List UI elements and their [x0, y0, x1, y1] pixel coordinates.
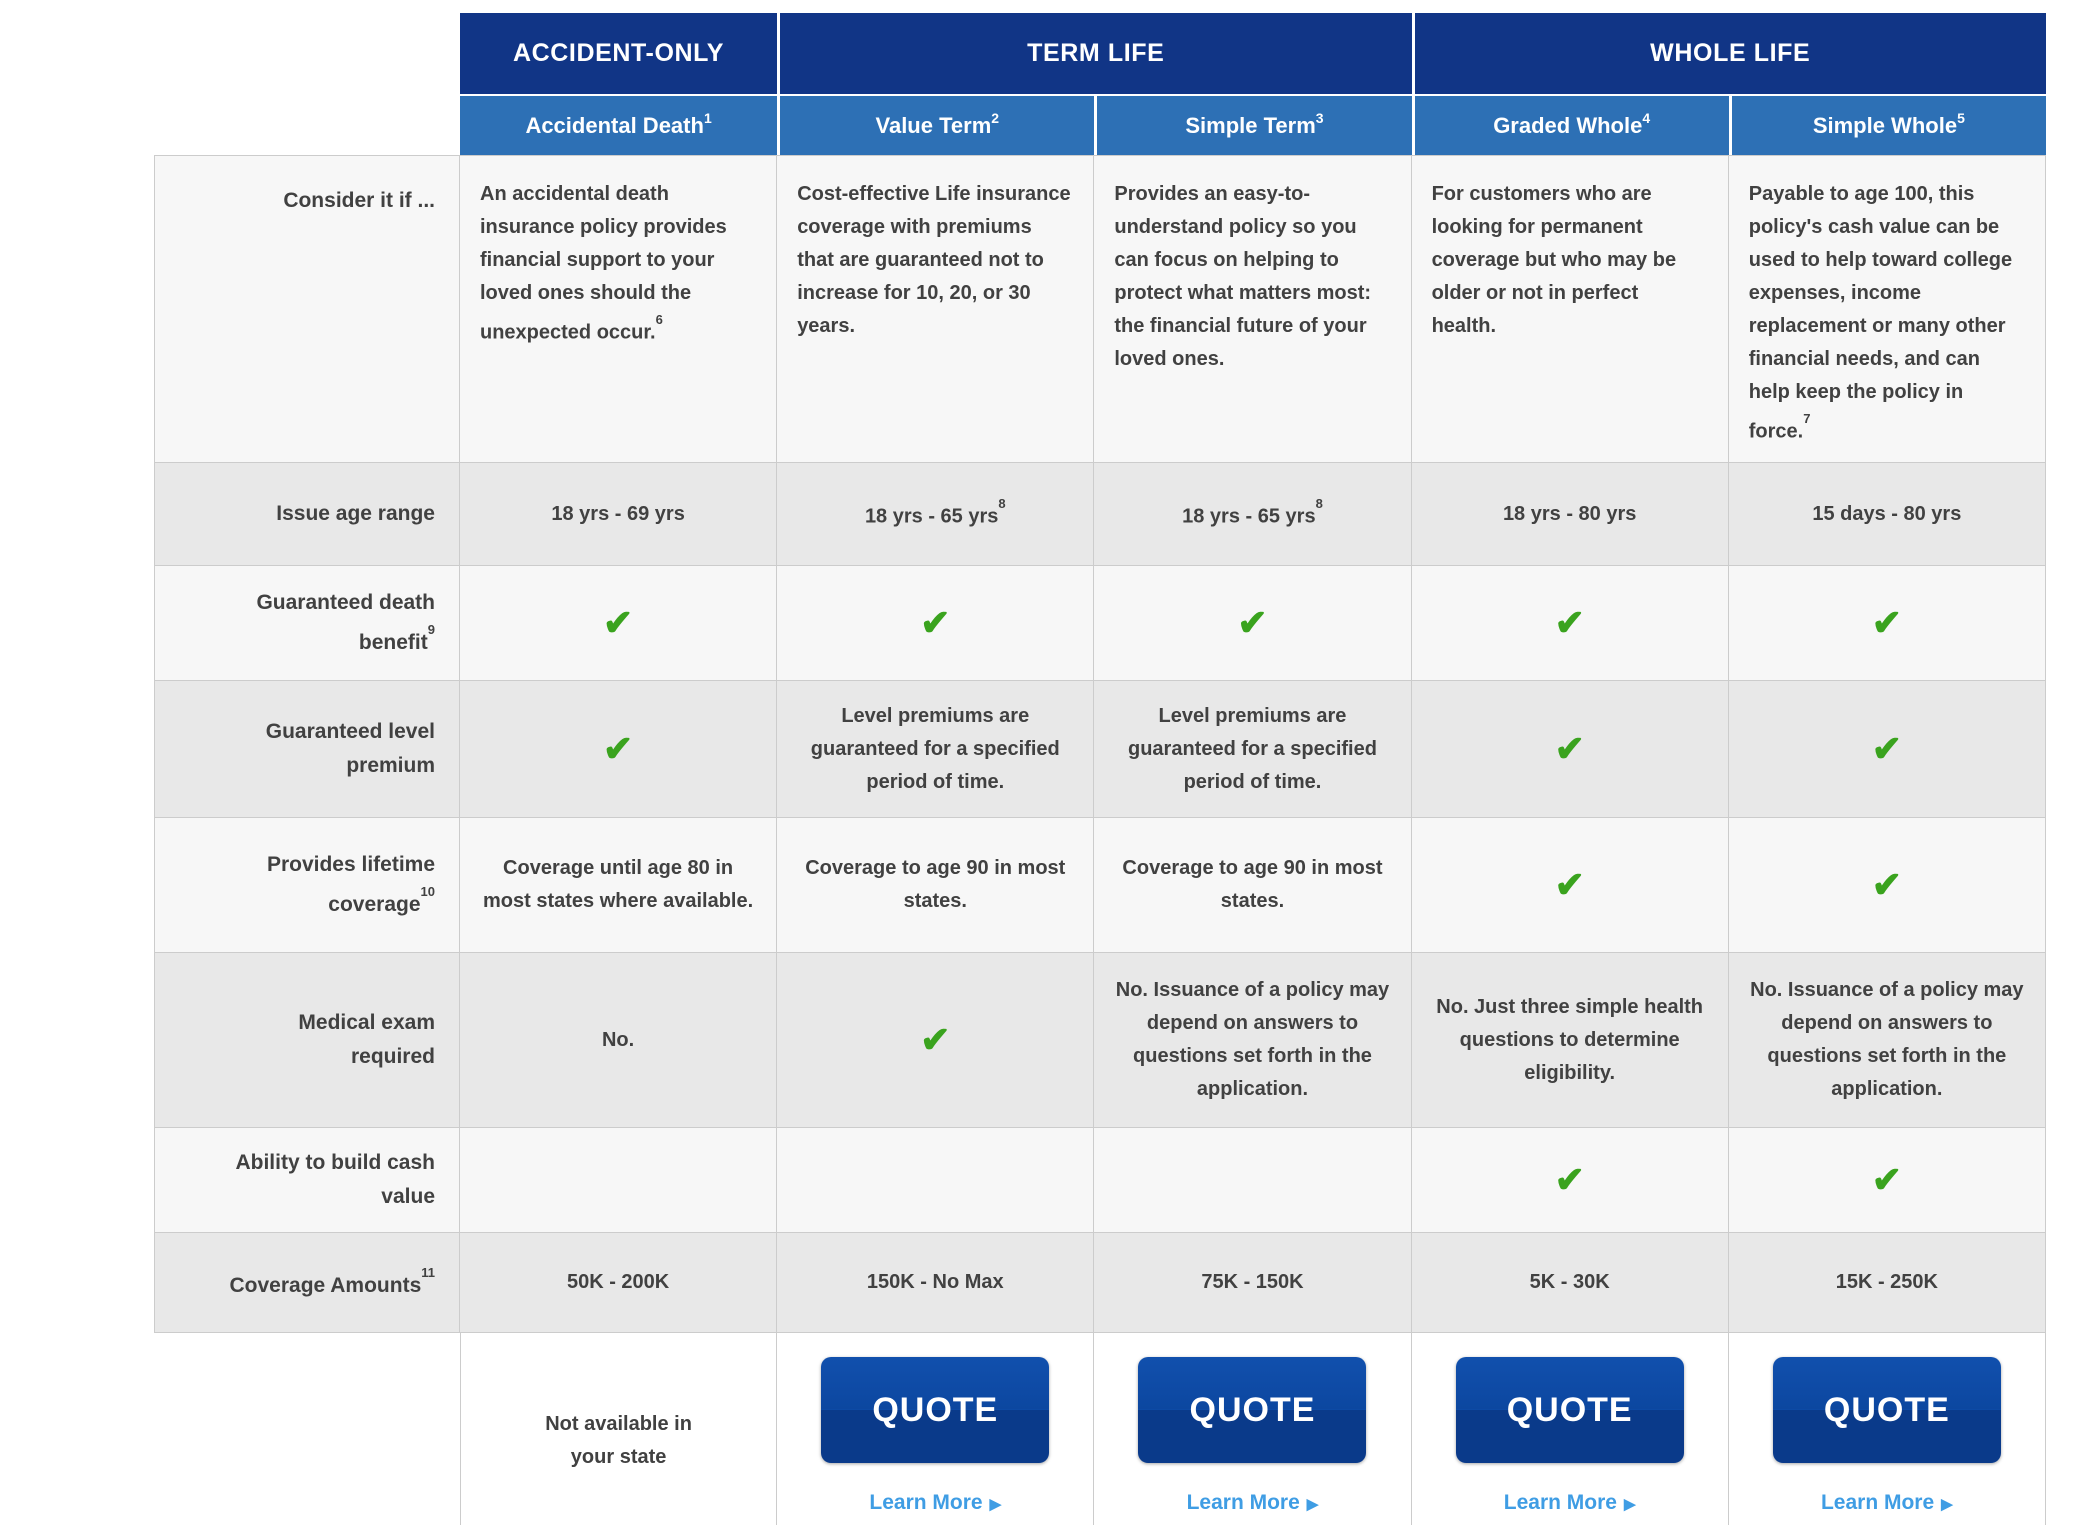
check-icon: ✔ — [1871, 602, 1902, 643]
group-header-accident-only — [460, 13, 777, 94]
footnote-marker: 3 — [1315, 109, 1324, 126]
table-cell — [1412, 818, 1729, 953]
learn-more-label: Learn More — [1503, 1491, 1617, 1514]
table-cell: Payable to age 100, this policy's cash value can be used to help toward college expenses, income replacement or many other financial needs, and can help keep the policy in force.$^7$ — [1729, 156, 2046, 463]
table-cell — [1412, 566, 1729, 681]
footer-spacer — [154, 1333, 460, 1525]
row-guaranteed-death-benefit — [154, 566, 2046, 681]
table-cell: Coverage to age 90 in most states. — [1094, 818, 1411, 953]
product-header-value-term — [777, 96, 1094, 155]
table-cell: 50K - 200K — [460, 1233, 777, 1333]
table-cell: 15 days - 80 yrs — [1729, 463, 2046, 566]
table-cell: Coverage until age 80 in most states where available. — [460, 818, 777, 953]
learn-more-label: Learn More — [1186, 1491, 1300, 1514]
row-issue-age-range — [154, 463, 2046, 566]
row-label: Ability to build cash value — [154, 1128, 460, 1233]
row-label: Coverage Amounts$^{11}$ — [154, 1233, 460, 1333]
table-cell: Level premiums are guaranteed for a specified period of time. — [777, 681, 1094, 818]
table-cell: 15K - 250K — [1729, 1233, 2046, 1333]
arrow-right-icon: ▶ — [989, 1496, 1002, 1513]
check-icon: ✔ — [1554, 728, 1585, 769]
row-ability-to-build-cash-value — [154, 1128, 2046, 1233]
row-label: Provides lifetime coverage$^{10}$ — [154, 818, 460, 953]
table-cell: 75K - 150K — [1094, 1233, 1411, 1333]
check-icon: ✔ — [920, 1019, 951, 1060]
footnote-marker: 4 — [1642, 109, 1651, 126]
footnote-marker: 5 — [1957, 109, 1965, 126]
footnote-marker: 8 — [998, 496, 1006, 512]
check-icon: ✔ — [920, 602, 951, 643]
table-cell: 150K - No Max — [777, 1233, 1094, 1333]
footnote-marker: 7 — [1803, 411, 1811, 426]
check-icon: ✔ — [1871, 1159, 1902, 1200]
not-available-text: your state — [570, 1446, 667, 1468]
table-cell — [1094, 1128, 1411, 1233]
group-header-label: TERM LIFE — [1027, 39, 1165, 67]
table-cell: No. Issuance of a policy may depend on answers to questions set forth in the application. — [1729, 953, 2046, 1128]
group-header-label: WHOLE LIFE — [1650, 39, 1811, 67]
not-available-text: Not available in — [545, 1413, 692, 1435]
footnote-marker: 6 — [655, 312, 663, 327]
footer-graded-whole — [1412, 1333, 1729, 1525]
footer-value-term — [777, 1333, 1094, 1525]
learn-more-label: Learn More — [869, 1491, 983, 1514]
table-cell: Coverage to age 90 in most states. — [777, 818, 1094, 953]
group-header-term-life — [777, 13, 1412, 94]
table-cell — [777, 953, 1094, 1128]
product-header-accidental-death — [460, 96, 777, 155]
quote-button[interactable]: QUOTE — [1138, 1357, 1366, 1463]
table-cell — [1412, 1128, 1729, 1233]
quote-button[interactable]: QUOTE — [1773, 1357, 2001, 1463]
quote-button[interactable]: QUOTE — [1456, 1357, 1684, 1463]
product-name: Simple Whole — [1812, 112, 1958, 138]
row-guaranteed-level-premium — [154, 681, 2046, 818]
product-name: Simple Term — [1185, 112, 1316, 138]
footer-not-available — [460, 1333, 777, 1525]
check-icon: ✔ — [1871, 864, 1902, 905]
check-icon: ✔ — [603, 602, 634, 643]
row-label: Issue age range — [154, 463, 460, 566]
group-header-whole-life — [1412, 13, 2047, 94]
table-cell: No. Just three simple health questions to determine eligibility. — [1412, 953, 1729, 1128]
table-cell — [777, 1128, 1094, 1233]
row-coverage-amounts — [154, 1233, 2046, 1333]
row-consider-it-if — [154, 156, 2046, 463]
arrow-right-icon: ▶ — [1941, 1496, 1953, 1513]
product-header-simple-term — [1094, 96, 1411, 155]
table-cell: Provides an easy-to-understand policy so you can focus on helping to protect what matters most: the financial future of your loved ones. — [1094, 156, 1411, 463]
group-header-label: ACCIDENT-ONLY — [512, 39, 725, 67]
learn-more-link[interactable] — [1187, 1491, 1319, 1515]
table-cell — [1094, 566, 1411, 681]
table-cell — [460, 566, 777, 681]
footnote-marker: 1 — [703, 109, 712, 126]
footnote-marker: 8 — [1315, 496, 1323, 512]
table-cell: 18 yrs - 80 yrs — [1412, 463, 1729, 566]
footnote-marker: 2 — [991, 109, 1000, 126]
product-name: Graded Whole — [1493, 112, 1643, 138]
row-medical-exam-required — [154, 953, 2046, 1128]
table-cell: For customers who are looking for permanent coverage but who may be older or not in perfect health. — [1412, 156, 1729, 463]
table-cell: 18 yrs - 69 yrs — [460, 463, 777, 566]
product-name: Accidental Death — [525, 112, 704, 138]
table-cell — [1729, 566, 2046, 681]
check-icon: ✔ — [1554, 1159, 1585, 1200]
table-cell — [1729, 1128, 2046, 1233]
comparison-table — [154, 13, 2046, 1525]
product-header-graded-whole — [1412, 96, 1729, 155]
learn-more-link[interactable] — [869, 1491, 1001, 1515]
table-cell: 5K - 30K — [1412, 1233, 1729, 1333]
check-icon: ✔ — [1871, 728, 1902, 769]
check-icon: ✔ — [1554, 864, 1585, 905]
table-cell — [460, 681, 777, 818]
table-body — [154, 155, 2046, 1525]
row-label: Consider it if ... — [154, 156, 460, 463]
learn-more-link[interactable] — [1821, 1491, 1953, 1515]
learn-more-label: Learn More — [1820, 1491, 1935, 1514]
row-actions — [154, 1333, 2046, 1525]
table-cell: Cost-effective Life insurance coverage with premiums that are guaranteed not to increase for 10, 20, or 30 years. — [777, 156, 1094, 463]
table-cell: An accidental death insurance policy provides financial support to your loved ones should the unexpected occur.$^6$ — [460, 156, 777, 463]
table-header — [460, 13, 2046, 155]
footnote-marker: 11 — [421, 1264, 435, 1280]
table-cell: No. — [460, 953, 777, 1128]
table-cell — [460, 1128, 777, 1233]
arrow-right-icon: ▶ — [1306, 1496, 1319, 1513]
table-cell: Level premiums are guaranteed for a specified period of time. — [1094, 681, 1411, 818]
footer-simple-term — [1094, 1333, 1411, 1525]
footnote-marker: 9 — [427, 622, 435, 637]
footer-simple-whole — [1729, 1333, 2046, 1525]
table-cell — [1729, 818, 2046, 953]
table-cell: No. Issuance of a policy may depend on answers to questions set forth in the application. — [1094, 953, 1411, 1128]
table-cell: 18 yrs - 65 yrs$^8$ — [777, 463, 1094, 566]
arrow-right-icon: ▶ — [1623, 1496, 1636, 1513]
product-header-simple-whole — [1729, 96, 2046, 155]
table-cell — [1729, 681, 2046, 818]
learn-more-link[interactable] — [1504, 1491, 1636, 1515]
check-icon: ✔ — [1554, 602, 1585, 643]
row-label: Guaranteed death benefit$^9$ — [154, 566, 460, 681]
row-label: Medical exam required — [154, 953, 460, 1128]
row-provides-lifetime-coverage — [154, 818, 2046, 953]
quote-button[interactable]: QUOTE — [821, 1357, 1049, 1463]
product-header-row — [460, 96, 2046, 155]
table-cell: 18 yrs - 65 yrs$^8$ — [1094, 463, 1411, 566]
check-icon: ✔ — [603, 728, 634, 769]
check-icon: ✔ — [1237, 602, 1268, 643]
category-header-row — [460, 13, 2046, 94]
table-cell — [1412, 681, 1729, 818]
footnote-marker: 10 — [420, 884, 435, 899]
table-cell — [777, 566, 1094, 681]
product-name: Value Term — [875, 112, 992, 138]
row-label: Guaranteed level premium — [154, 681, 460, 818]
